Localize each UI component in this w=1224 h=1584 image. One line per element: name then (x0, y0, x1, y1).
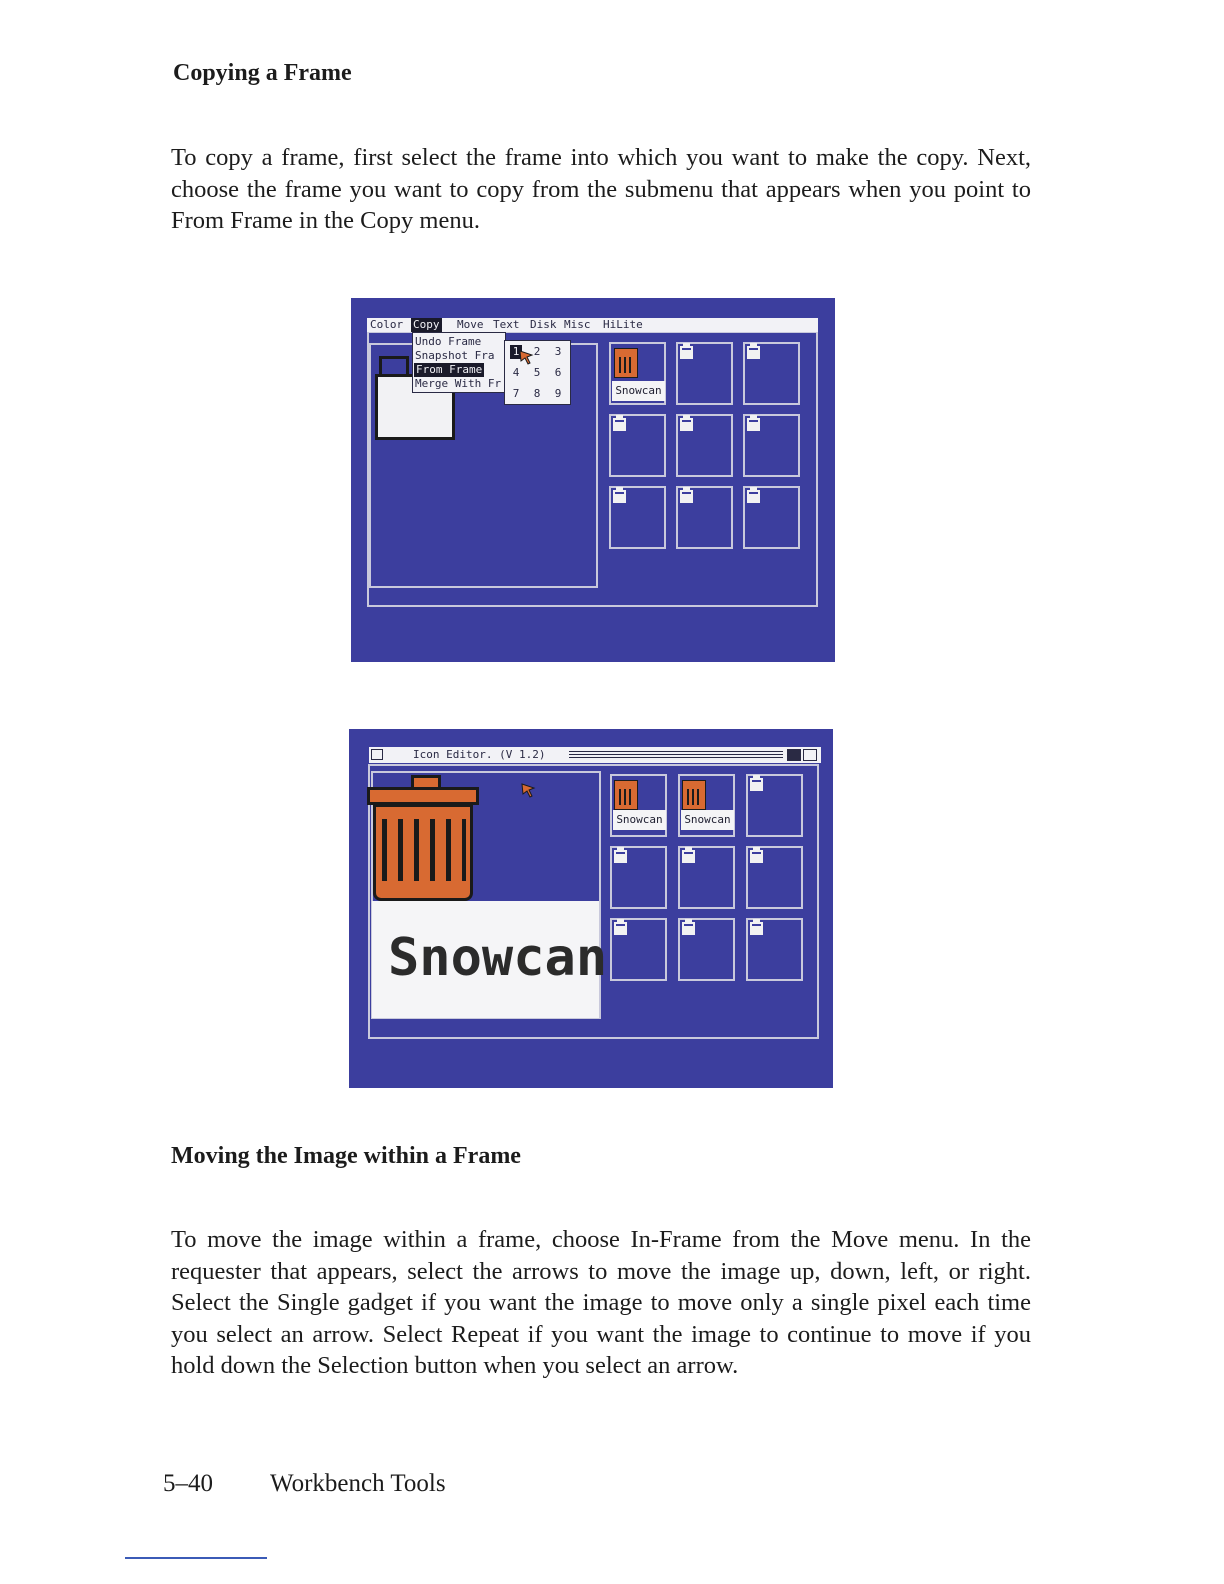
frame-number-submenu (504, 340, 571, 405)
paragraph-copying-frame: To copy a frame, first select the frame into which you want to make the copy. Next, choose the frame you want to copy from the submenu that appears when you point to From Frame in the Copy menu. (171, 144, 1031, 234)
section-heading-moving-image: Moving the Image within a Frame (171, 1143, 521, 1169)
submenu-frame-1[interactable]: 1 (510, 345, 522, 359)
tool-icon (682, 922, 695, 935)
tool-icon (750, 778, 763, 791)
frame-cell-4[interactable] (610, 846, 667, 909)
screenshot-copy-menu (351, 298, 835, 662)
large-name-label (372, 901, 608, 1018)
window-title: Icon Editor. (V 1.2) (413, 748, 546, 761)
frame-cell-8[interactable] (676, 486, 733, 549)
copy-menu-dropdown (412, 332, 506, 393)
menu-disk[interactable]: Disk (530, 318, 557, 331)
frame-cell-1[interactable] (609, 342, 666, 405)
tool-icon (750, 922, 763, 935)
menu-item-from-frame[interactable]: From Frame (416, 363, 483, 376)
menu-move[interactable]: Move (457, 318, 484, 331)
tool-icon (613, 490, 626, 503)
frame-cell-7[interactable] (609, 486, 666, 549)
mouse-pointer-icon (521, 783, 537, 799)
submenu-frame-6[interactable]: 6 (554, 366, 562, 379)
mouse-pointer-icon (519, 350, 535, 366)
paragraph-moving-image: To move the image within a frame, choose In-Frame from the Move menu. In the requester that appears, select the arrows to move the image up, down, left, or right. Select the Single gadget if you want the image to move only a single pixel each time you select an arrow. Select Repeat if you want the image to continue to move if you hold down the Selection button when you select an arrow. (171, 1226, 1031, 1379)
frame-cell-7[interactable] (610, 918, 667, 981)
frame-cell-1[interactable] (610, 774, 667, 837)
submenu-frame-8[interactable]: 8 (533, 387, 541, 400)
submenu-frame-7[interactable]: 7 (512, 387, 520, 400)
submenu-frame-5[interactable]: 5 (533, 366, 541, 379)
page-number: 5–40 (163, 1470, 213, 1497)
tool-icon (750, 850, 763, 863)
frame-cell-8[interactable] (678, 918, 735, 981)
section-heading-copying-frame: Copying a Frame (173, 60, 352, 86)
tool-icon (747, 346, 760, 359)
frame-1-label: Snowcan (613, 810, 666, 830)
submenu-frame-3[interactable]: 3 (554, 345, 562, 358)
frame-cell-2[interactable] (678, 774, 735, 837)
tool-icon (747, 490, 760, 503)
menu-copy[interactable]: Copy (413, 318, 440, 331)
trash-can-icon (614, 348, 638, 378)
tool-icon (614, 922, 627, 935)
menu-misc[interactable]: Misc (564, 318, 591, 331)
footer-title: Workbench Tools (270, 1470, 446, 1497)
title-bar (369, 747, 821, 763)
title-drag-bar[interactable] (569, 751, 783, 759)
menu-color[interactable]: Color (370, 318, 404, 331)
frame-cell-6[interactable] (746, 846, 803, 909)
frame-cell-3[interactable] (743, 342, 800, 405)
submenu-frame-9[interactable]: 9 (554, 387, 562, 400)
frame-cell-9[interactable] (746, 918, 803, 981)
footer-rule (125, 1557, 267, 1559)
tool-icon (614, 850, 627, 863)
tool-icon (680, 490, 693, 503)
frame-2-label: Snowcan (681, 810, 734, 830)
tool-icon (680, 418, 693, 431)
large-name-text: Snowcan (388, 928, 608, 988)
menu-item-merge-with-frame[interactable]: Merge With Fr (415, 377, 502, 390)
close-gadget-icon[interactable] (371, 749, 383, 760)
trash-can-icon (614, 780, 638, 810)
page-footer (163, 1470, 446, 1498)
frame-cell-6[interactable] (743, 414, 800, 477)
depth-front-icon[interactable] (803, 749, 817, 761)
frame-1-label: Snowcan (612, 381, 665, 401)
frame-cell-9[interactable] (743, 486, 800, 549)
tool-icon (747, 418, 760, 431)
edit-image-fragment (379, 356, 409, 376)
tool-icon (680, 346, 693, 359)
menu-hilite[interactable]: HiLite (603, 318, 643, 331)
tool-icon (682, 850, 695, 863)
trash-can-large-icon (373, 804, 473, 901)
frame-cell-4[interactable] (609, 414, 666, 477)
depth-back-icon[interactable] (787, 749, 801, 761)
trash-lid (367, 787, 479, 805)
tool-icon (613, 418, 626, 431)
trash-can-icon (682, 780, 706, 810)
menu-item-snapshot-frame[interactable]: Snapshot Fra (415, 349, 495, 362)
frame-cell-5[interactable] (678, 846, 735, 909)
menu-item-undo-frame[interactable]: Undo Frame (415, 335, 482, 348)
frame-cell-2[interactable] (676, 342, 733, 405)
screenshot-icon-editor (349, 729, 833, 1088)
frame-cell-5[interactable] (676, 414, 733, 477)
frame-cell-3[interactable] (746, 774, 803, 837)
menu-bar (367, 318, 818, 332)
submenu-frame-2[interactable]: 2 (533, 345, 541, 358)
submenu-frame-4[interactable]: 4 (512, 366, 520, 379)
menu-text[interactable]: Text (493, 318, 520, 331)
